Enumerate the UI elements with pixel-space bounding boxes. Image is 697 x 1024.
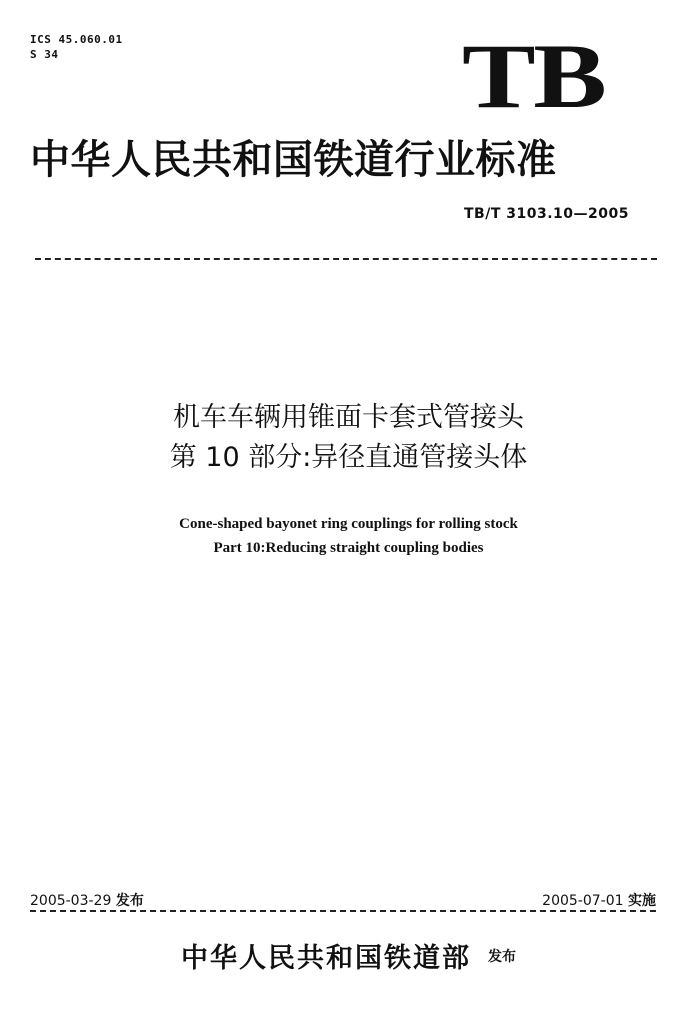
chinese-title-line-2: 第 10 部分:异径直通管接头体 — [169, 442, 528, 473]
standard-number: TB/T 3103.10—2005 — [464, 206, 629, 222]
standard-category-title: 中华人民共和国铁道行业标准 — [30, 136, 557, 183]
classification-codes — [30, 32, 123, 62]
english-title-line-2: Part 10:Reducing straight coupling bodies — [213, 540, 484, 556]
tb-logo: TB — [462, 25, 605, 127]
issue-date — [30, 890, 144, 910]
publisher — [0, 936, 697, 975]
issue-date-value: 2005-03-29 — [30, 893, 112, 909]
issue-date-label: 发布 — [115, 893, 144, 909]
publisher-suffix: 发布 — [488, 948, 517, 965]
implementation-date-value: 2005-07-01 — [542, 893, 624, 909]
class-code: S 34 — [30, 48, 59, 61]
chinese-title — [0, 398, 697, 478]
implementation-date-label: 实施 — [628, 893, 656, 909]
english-title — [0, 512, 697, 560]
bottom-divider — [30, 910, 656, 912]
implementation-date — [542, 890, 656, 910]
english-title-line-1: Cone-shaped bayonet ring couplings for rolling stock — [179, 516, 518, 532]
chinese-title-line-1: 机车车辆用锥面卡套式管接头 — [173, 402, 524, 433]
top-divider — [35, 258, 657, 260]
date-row — [30, 890, 656, 910]
ics-code: ICS 45.060.01 — [30, 33, 123, 46]
publisher-name: 中华人民共和国铁道部 — [180, 943, 471, 974]
